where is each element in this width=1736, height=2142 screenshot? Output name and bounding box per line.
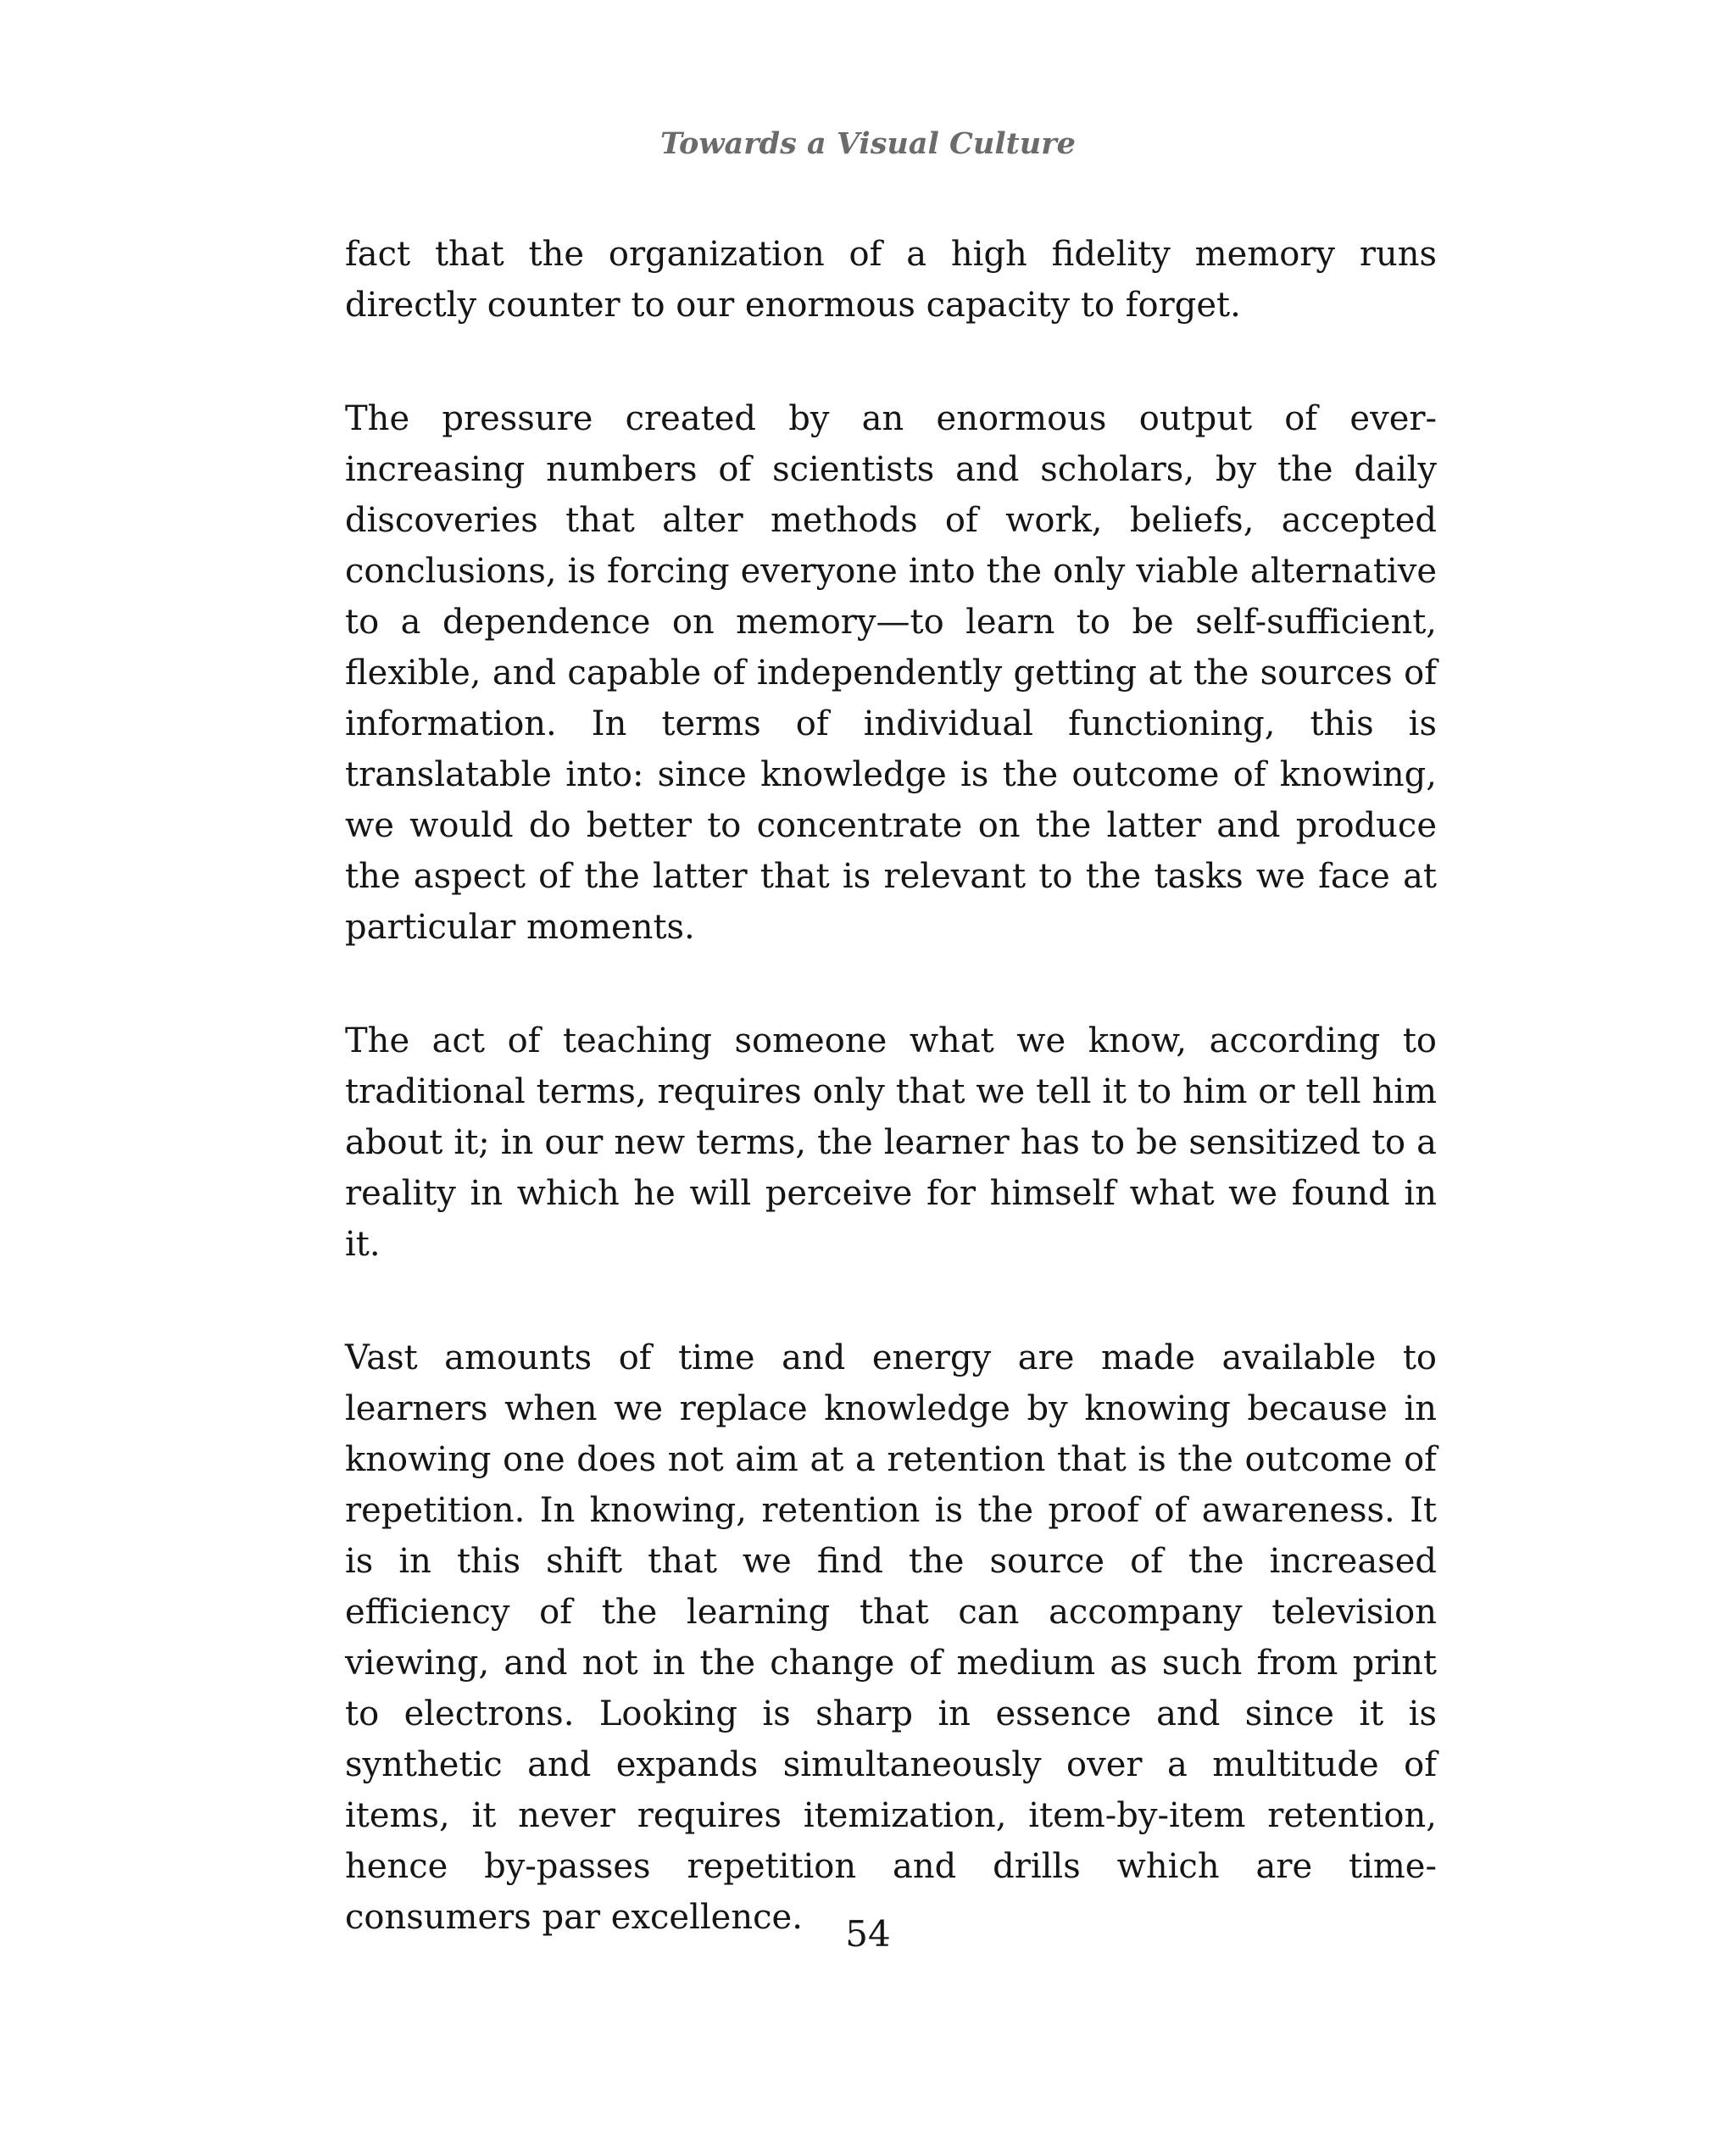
paragraph-1: fact that the organization of a high fidelity memory runs directly counter to our enormous capacity to forget. — [345, 235, 1437, 325]
body-text — [345, 229, 1437, 1943]
paragraph-2: The pressure created by an enormous output of ever-increasing numbers of scientists and scholars, by the daily discoveries that alter methods of work, beliefs, accepted conclusions, is forcing everyone into the only viable alternative to a dependence on memory—to learn to be self-sufficient, flexible, and capable of independently getting at the sources of information. In terms of individual functioning, this is translatable into: since knowledge is the outcome of knowing, we would do better to concentrate on the latter and produce the aspect of the latter that is relevant to the tasks we face at particular moments. — [345, 399, 1437, 947]
paragraph-4: Vast amounts of time and energy are made available to learners when we replace knowledge by knowing because in knowing one does not aim at a retention that is the outcome of repetition. In knowing, retention is the proof of awareness. It is in this shift that we find the source of the increased efficiency of the learning that can accompany television viewing, and not in the change of medium as such from print to electrons. Looking is sharp in essence and since it is synthetic and expands simultaneously over a multitude of items, it never requires itemization, item-by-item retention, hence by-passes repetition and drills which are time-consumers par excellence. — [345, 1338, 1437, 1937]
paragraph-3: The act of teaching someone what we know, according to traditional terms, requires only that we tell it to him or tell him about it; in our new terms, the learner has to be sensitized to a reality in which he will perceive for himself what we found in it. — [345, 1021, 1437, 1264]
running-header-title: Towards a Visual Culture — [660, 126, 1076, 161]
page-number: 54 — [845, 1913, 891, 1955]
